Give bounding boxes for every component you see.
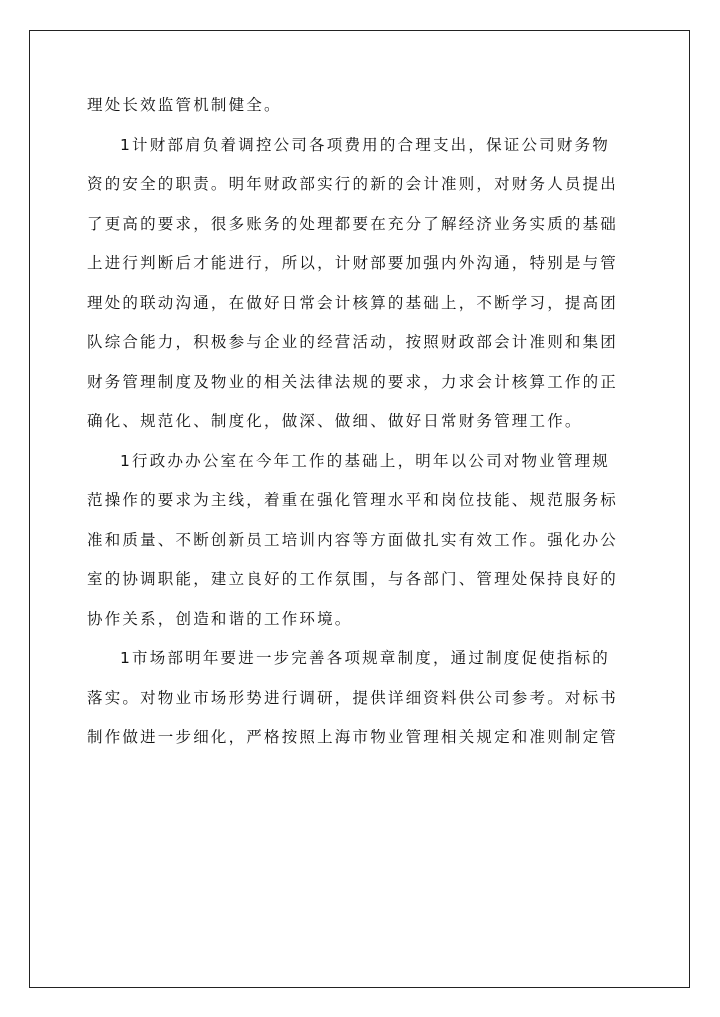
- text-line: 理处长效监管机制健全。: [87, 96, 282, 114]
- text-line: 确化、规范化、制度化，做深、做细、做好日常财务管理工作。: [87, 412, 583, 430]
- text-line: 理处的联动沟通，在做好日常会计核算的基础上，不断学习，提高团: [87, 293, 619, 312]
- text-line: 制作做进一步细化，严格按照上海市物业管理相关规定和准则制定管: [87, 728, 619, 746]
- text-line: 上进行判断后才能进行，所以，计财部要加强内外沟通，特别是与管: [87, 254, 619, 272]
- text-line: 范操作的要求为主线，着重在强化管理水平和岗位技能、规范服务标: [87, 491, 619, 509]
- text-line: 落实。对物业市场形势进行调研，提供详细资料供公司参考。对标书: [87, 688, 619, 707]
- text-line: 了更高的要求，很多账务的处理都要在充分了解经济业务实质的基础: [87, 214, 619, 233]
- text-line: 协作关系，创造和谐的工作环境。: [87, 609, 353, 628]
- text-line: 资的安全的职责。明年财政部实行的新的会计准则，对财务人员提出: [87, 175, 619, 193]
- text-line: 财务管理制度及物业的相关法律法规的要求，力求会计核算工作的正: [87, 372, 619, 391]
- text-line: 室的协调职能，建立良好的工作氛围，与各部门、管理处保持良好的: [87, 570, 619, 588]
- paragraph-start-line: 1计财部肩负着调控公司各项费用的合理支出，保证公司财务物: [120, 135, 610, 154]
- paragraph-start-line: 1行政办办公室在今年工作的基础上，明年以公司对物业管理规: [120, 451, 610, 470]
- text-line: 队综合能力，积极参与企业的经营活动，按照财政部会计准则和集团: [87, 333, 619, 351]
- text-line: 准和质量、不断创新员工培训内容等方面做扎实有效工作。强化办公: [87, 530, 619, 549]
- paragraph-start-line: 1市场部明年要进一步完善各项规章制度，通过制度促使指标的: [120, 649, 610, 667]
- document-body: [87, 86, 647, 758]
